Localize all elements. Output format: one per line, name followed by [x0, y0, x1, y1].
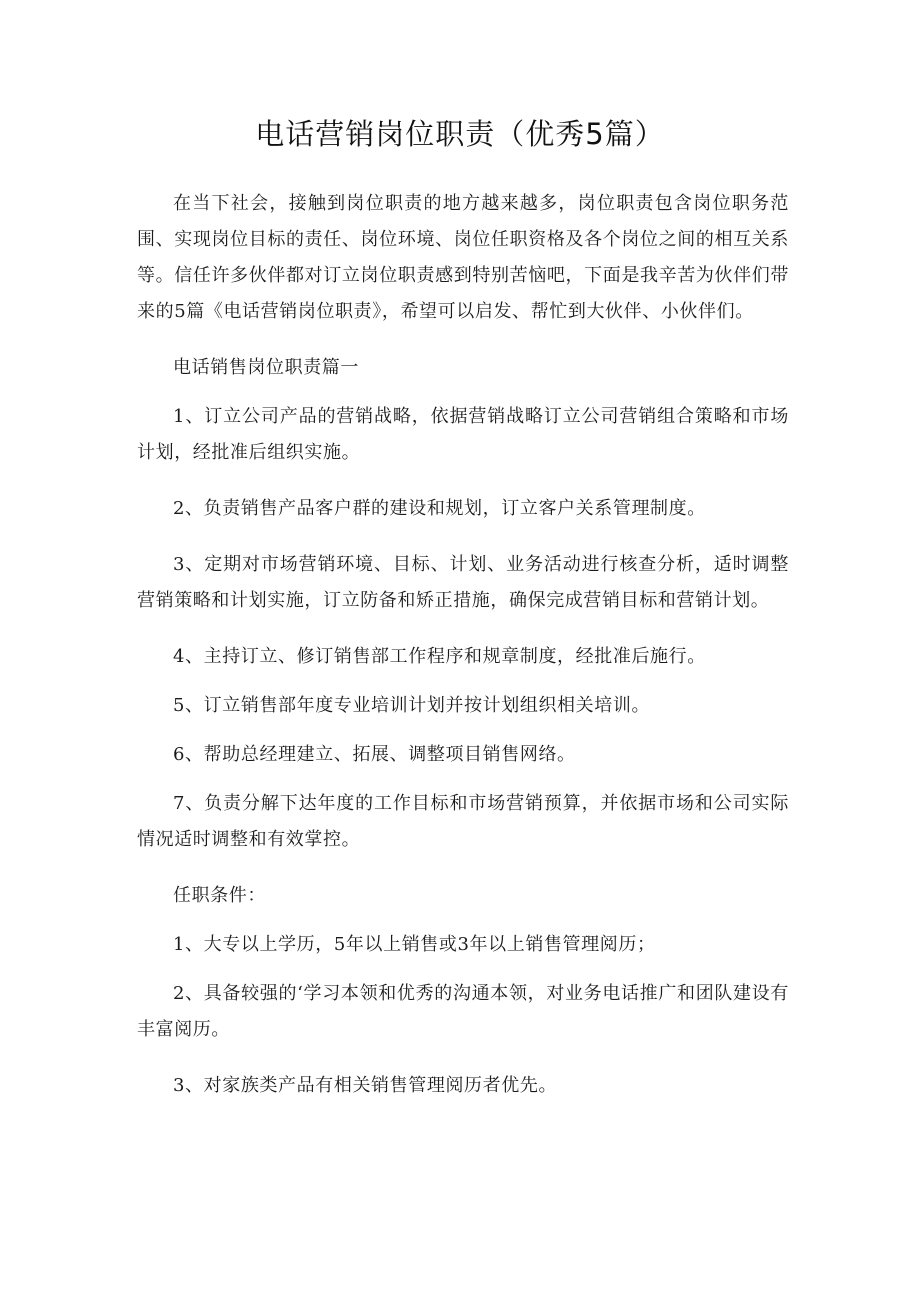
document-title: 电话营销岗位职责（优秀5篇）	[255, 117, 665, 151]
document-body	[137, 186, 789, 1124]
requirements-heading: 任职条件：	[173, 885, 266, 906]
duty-item-2: 2、负责销售产品客户群的建设和规划，订立客户关系管理制度。	[173, 498, 706, 519]
duty-item-4: 4、主持订立、修订销售部工作程序和规章制度，经批准后施行。	[173, 646, 706, 667]
requirement-item-1: 1、大专以上学历，5年以上销售或3年以上销售管理阅历；	[173, 934, 656, 955]
section-heading: 电话销售岗位职责篇一	[173, 357, 359, 378]
duty-item-6: 6、帮助总经理建立、拓展、调整项目销售网络。	[173, 744, 576, 765]
requirement-item-3: 3、对家族类产品有相关销售管理阅历者优先。	[173, 1075, 558, 1096]
duty-item-1: 1、订立公司产品的营销战略，依据营销战略订立公司营销组合策略和市场计划，经批准后组织实施。	[137, 406, 789, 463]
intro-paragraph: 在当下社会，接触到岗位职责的地方越来越多，岗位职责包含岗位职务范围、实现岗位目标的责任、岗位环境、岗位任职资格及各个岗位之间的相互关系等。信任许多伙伴都对订立岗位职责感到特别苦恼吧，下面是我辛苦为伙伴们带来的5篇《电话营销岗位职责》，希望可以启发、帮忙到大伙伴、小伙伴们。	[137, 193, 789, 322]
duty-item-3: 3、定期对市场营销环境、目标、计划、业务活动进行核查分析，适时调整营销策略和计划实施，订立防备和矫正措施，确保完成营销目标和营销计划。	[137, 554, 789, 611]
duty-item-5: 5、订立销售部年度专业培训计划并按计划组织相关培训。	[173, 695, 651, 716]
duty-item-7: 7、负责分解下达年度的工作目标和市场营销预算，并依据市场和公司实际情况适时调整和有效掌控。	[137, 793, 789, 850]
requirement-item-2: 2、具备较强的‘学习本领和优秀的沟通本领，对业务电话推广和团队建设有丰富阅历。	[137, 983, 789, 1040]
